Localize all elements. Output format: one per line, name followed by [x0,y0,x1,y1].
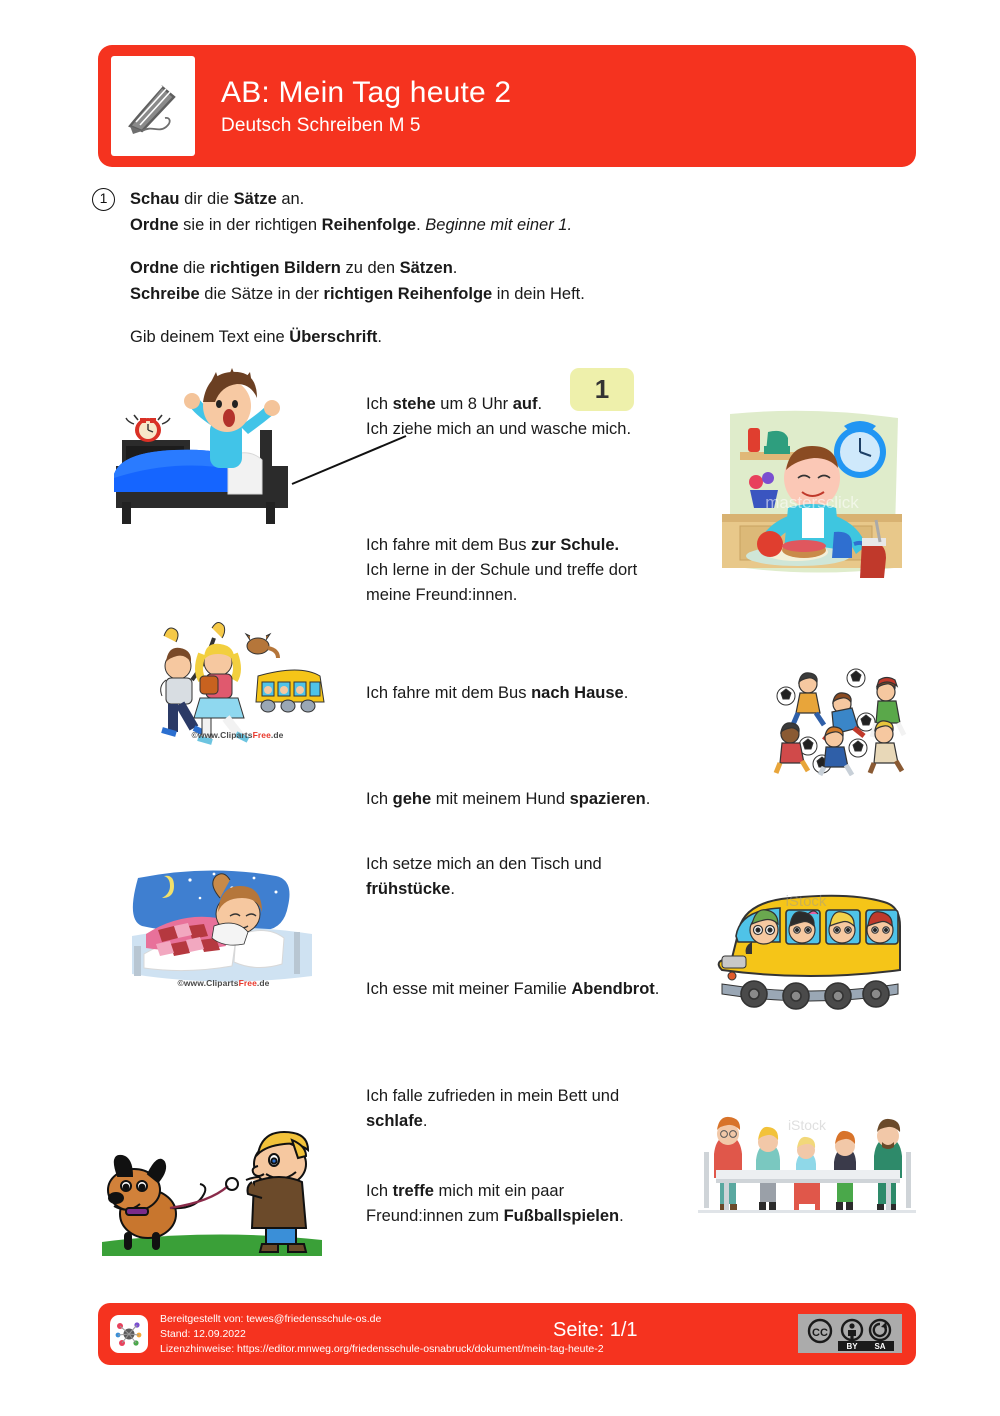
task-line-gap [130,307,752,324]
task-block [92,186,752,350]
mnweg-logo-icon [110,1315,148,1353]
footer-date: Stand: 12.09.2022 [160,1327,246,1340]
sentence-spazieren[interactable]: Ich gehe mit meinem Hund spazieren. [366,790,651,808]
order-number-badge[interactable]: 1 [570,368,634,411]
task-line: Ordne die richtigen Bildern zu den Sätzen. [130,259,458,277]
cc-sa-label: SA [874,1341,886,1351]
sentence-fussball[interactable]: Ich treffe mich mit ein paar Freund:innen zum Fußballspielen. [366,1182,624,1225]
family-eating-at-table-image [698,1108,916,1234]
girl-sleeping-in-bed-image [126,862,321,990]
children-running-to-school-bus-image [140,618,335,758]
svg-text:mastersclick: mastersclick [765,493,859,512]
task-instructions [130,186,752,350]
task-line: Schreibe die Sätze in der richtigen Reihenfolge in dein Heft. [130,285,585,303]
task-line: Gib deinem Text eine Überschrift. [130,328,382,346]
sentence-fruehstuecke[interactable]: Ich setze mich an den Tisch und frühstücke. [366,855,602,898]
watermark-text: iStock [785,893,827,910]
man-walking-dog-image [96,1124,326,1260]
svg-text:CC: CC [812,1326,828,1339]
footer-license-note[interactable]: Lizenzhinweise: https://editor.mnweg.org/friedensschule-osnabruck/dokument/mein-tag-heute-2 [160,1342,604,1355]
pencil-icon [111,56,195,156]
sentence-abendbrot[interactable]: Ich esse mit meiner Familie Abendbrot. [366,980,660,998]
footer-bar [98,1303,916,1365]
sentence-aufstehen[interactable]: Ich stehe um 8 Uhr auf. Ich ziehe mich an und wasche mich. [366,395,632,438]
sentence-nach-hause[interactable]: Ich fahre mit dem Bus nach Hause. [366,684,629,702]
boy-waking-up-in-bed-image [100,368,315,528]
cc-license-badge [798,1314,902,1353]
image-credit: ©www.ClipartsFree.de [191,730,284,740]
page-indicator: Seite: 1/1 [553,1319,638,1341]
boy-eating-breakfast-image [712,404,912,582]
cc-by-label: BY [846,1341,858,1351]
yellow-school-bus-with-children-image [696,884,916,1016]
task-line: Ordne sie in der richtigen Reihenfolge. Beginne mit einer 1. [130,216,573,234]
sentence-schlafe[interactable]: Ich falle zufrieden in mein Bett und schlafe. [366,1087,620,1130]
page-title: AB: Mein Tag heute 2 [221,76,512,110]
sentence-zur-schule[interactable]: Ich fahre mit dem Bus zur Schule. Ich lerne in der Schule und treffe dort meine Freund:innen. [366,536,638,604]
task-line: Schau dir die Sätze an. [130,190,305,208]
task-number: 1 [92,188,115,211]
image-credit: ©www.ClipartsFree.de [177,978,270,988]
children-playing-soccer-image [768,664,913,776]
watermark-text: iStock [787,1117,827,1133]
page-subtitle: Deutsch Schreiben M 5 [221,114,421,136]
task-line-gap [130,238,752,255]
header-banner [98,45,916,167]
footer-provided-by: Bereitgestellt von: tewes@friedensschule-os.de [160,1312,382,1325]
